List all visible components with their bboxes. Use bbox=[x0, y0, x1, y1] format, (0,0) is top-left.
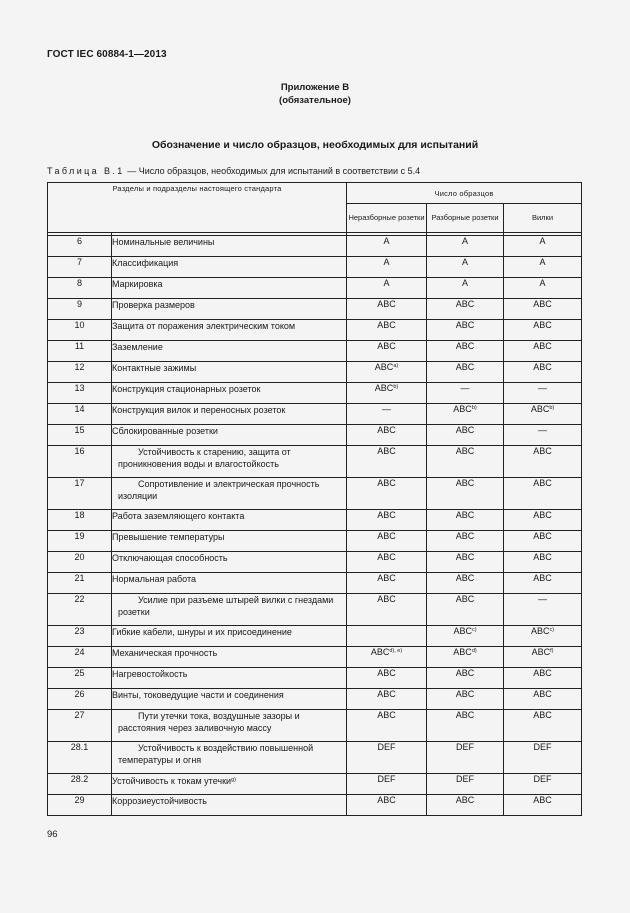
section-number: 9 bbox=[48, 299, 112, 320]
section-name-text: Конструкция стационарных розеток bbox=[112, 384, 261, 394]
value-plugs bbox=[504, 478, 582, 510]
section-name-text: Усилие при разъеме штырей вилки с гнездами розетки bbox=[118, 595, 334, 617]
value-plugs-text: ABC bbox=[533, 710, 552, 720]
value-nonrewireable bbox=[347, 552, 427, 573]
value-rewireable-text: A bbox=[461, 257, 468, 267]
section-name-text: Пути утечки тока, воздушные зазоры и расстояния через заливочную массу bbox=[118, 711, 300, 733]
footnote-ref: b) bbox=[471, 405, 477, 411]
value-rewireable-text: ABC bbox=[455, 552, 475, 562]
table-row bbox=[48, 278, 582, 299]
value-plugs bbox=[504, 236, 582, 257]
value-nonrewireable-text: ABC bbox=[377, 446, 396, 456]
value-rewireable-text: ABC bbox=[453, 626, 472, 636]
value-nonrewireable bbox=[347, 795, 427, 816]
section-name bbox=[112, 552, 347, 573]
footnote-ref: a) bbox=[393, 363, 399, 369]
value-plugs bbox=[504, 320, 582, 341]
section-name bbox=[112, 341, 347, 362]
section-name bbox=[112, 257, 347, 278]
value-rewireable-text: DEF bbox=[456, 742, 474, 752]
value-rewireable-text: ABC bbox=[453, 404, 472, 414]
value-rewireable bbox=[427, 383, 504, 404]
value-nonrewireable-text: ABC bbox=[377, 425, 396, 435]
section-name bbox=[112, 478, 347, 510]
header-plugs: Вилки bbox=[504, 204, 582, 233]
footnote-ref: d) bbox=[471, 648, 477, 654]
value-rewireable bbox=[427, 531, 504, 552]
section-name-text: Устойчивость к старению, защита от проникновения воды и влагостойкость bbox=[118, 447, 291, 469]
value-rewireable bbox=[427, 668, 504, 689]
section-number: 28.2 bbox=[48, 774, 112, 795]
section-name bbox=[112, 710, 347, 742]
value-rewireable-text: ABC bbox=[455, 668, 475, 678]
section-number: 27 bbox=[48, 710, 112, 742]
table-row bbox=[48, 647, 582, 668]
value-nonrewireable-text: ABC bbox=[374, 362, 394, 372]
section-number: 16 bbox=[48, 446, 112, 478]
value-nonrewireable-text: ABC bbox=[377, 552, 396, 562]
section-number: 17 bbox=[48, 478, 112, 510]
value-plugs bbox=[504, 383, 582, 404]
value-nonrewireable-text: ABC bbox=[377, 510, 396, 520]
section-name-text: Механическая прочность bbox=[112, 648, 218, 658]
section-name-text: Заземление bbox=[112, 342, 163, 352]
table-row bbox=[48, 257, 582, 278]
table-body bbox=[48, 236, 582, 816]
section-name-text: Нормальная работа bbox=[112, 574, 196, 584]
value-plugs-text: ABC bbox=[533, 510, 552, 520]
value-plugs-text: — bbox=[538, 594, 548, 604]
table-row bbox=[48, 573, 582, 594]
section-name bbox=[112, 446, 347, 478]
value-plugs-text: ABC bbox=[533, 668, 552, 678]
section-name-text: Конструкция вилок и переносных розеток bbox=[112, 405, 286, 415]
value-plugs bbox=[504, 626, 582, 647]
value-plugs bbox=[504, 425, 582, 446]
value-nonrewireable-text: A bbox=[383, 236, 390, 246]
table-row bbox=[48, 689, 582, 710]
section-name-text: Устойчивость к воздействию повышенной температуры и огня bbox=[118, 743, 314, 765]
value-rewireable-text: A bbox=[461, 278, 468, 288]
value-nonrewireable-text: — bbox=[382, 404, 391, 414]
value-nonrewireable bbox=[347, 531, 427, 552]
section-name bbox=[112, 404, 347, 425]
section-number: 6 bbox=[48, 236, 112, 257]
value-plugs bbox=[504, 742, 582, 774]
value-plugs bbox=[504, 573, 582, 594]
value-nonrewireable-text: ABC bbox=[377, 594, 396, 604]
value-plugs-text: ABC bbox=[533, 573, 552, 583]
value-nonrewireable-text: ABC bbox=[377, 710, 396, 720]
value-plugs-text: — bbox=[538, 383, 548, 393]
value-plugs bbox=[504, 362, 582, 383]
table-row bbox=[48, 510, 582, 531]
value-plugs bbox=[504, 774, 582, 795]
section-name-text: Устойчивость к токам утечки bbox=[112, 776, 232, 786]
value-nonrewireable-text: ABC bbox=[377, 573, 396, 583]
value-plugs-text: ABC bbox=[533, 478, 552, 488]
value-rewireable bbox=[427, 594, 504, 626]
section-number: 14 bbox=[48, 404, 112, 425]
value-plugs-text: ABC bbox=[530, 404, 550, 414]
footnote-ref: b) bbox=[549, 405, 555, 411]
value-rewireable bbox=[427, 689, 504, 710]
value-plugs-text: DEF bbox=[533, 774, 552, 784]
value-rewireable bbox=[427, 795, 504, 816]
value-nonrewireable bbox=[347, 341, 427, 362]
section-name-text: Работа заземляющего контакта bbox=[112, 511, 245, 521]
value-plugs-text: ABC bbox=[530, 626, 550, 636]
value-plugs bbox=[504, 446, 582, 478]
value-plugs bbox=[504, 795, 582, 816]
table-row bbox=[48, 446, 582, 478]
value-rewireable-text: ABC bbox=[455, 425, 475, 435]
value-rewireable-text: ABC bbox=[455, 362, 475, 372]
value-nonrewireable bbox=[347, 668, 427, 689]
value-nonrewireable bbox=[347, 446, 427, 478]
section-number: 12 bbox=[48, 362, 112, 383]
value-plugs bbox=[504, 341, 582, 362]
value-nonrewireable-text: DEF bbox=[377, 774, 396, 784]
value-nonrewireable-text: A bbox=[383, 278, 390, 288]
table-row bbox=[48, 774, 582, 795]
header-nonrewireable-sockets: Неразборные розетки bbox=[347, 204, 427, 233]
section-name bbox=[112, 774, 347, 795]
value-nonrewireable-text: ABC bbox=[377, 341, 396, 351]
value-rewireable bbox=[427, 425, 504, 446]
table-row bbox=[48, 383, 582, 404]
section-name bbox=[112, 362, 347, 383]
section-name bbox=[112, 383, 347, 404]
section-name-text: Проверка размеров bbox=[112, 300, 195, 310]
section-name bbox=[112, 795, 347, 816]
value-plugs bbox=[504, 552, 582, 573]
section-number: 15 bbox=[48, 425, 112, 446]
footnote-ref: g) bbox=[231, 777, 236, 783]
table-row bbox=[48, 552, 582, 573]
section-name-text: Сопротивление и электрическая прочность изоляции bbox=[118, 479, 320, 501]
value-rewireable bbox=[427, 510, 504, 531]
section-number: 21 bbox=[48, 573, 112, 594]
table-caption bbox=[47, 166, 420, 176]
section-name-text: Винты, токоведущие части и соединения bbox=[112, 690, 284, 700]
value-rewireable bbox=[427, 320, 504, 341]
value-plugs-text: ABC bbox=[533, 689, 552, 699]
section-name-text: Номинальные величины bbox=[112, 237, 215, 247]
section-number: 8 bbox=[48, 278, 112, 299]
section-name-text: Защита от поражения электрическим током bbox=[112, 321, 296, 331]
value-nonrewireable bbox=[347, 742, 427, 774]
value-plugs-text: ABC bbox=[533, 320, 552, 330]
value-rewireable bbox=[427, 626, 504, 647]
header-samples-count: Число образцов bbox=[347, 183, 582, 204]
section-name bbox=[112, 531, 347, 552]
annex-title: Приложение В bbox=[280, 82, 350, 93]
section-name bbox=[112, 626, 347, 647]
page-number: 96 bbox=[47, 829, 58, 840]
value-rewireable-text: ABC bbox=[455, 299, 475, 309]
value-plugs-text: A bbox=[539, 257, 546, 267]
section-name bbox=[112, 689, 347, 710]
value-rewireable bbox=[427, 647, 504, 668]
value-plugs-text: DEF bbox=[533, 742, 552, 752]
section-name bbox=[112, 299, 347, 320]
value-rewireable-text: — bbox=[460, 383, 470, 393]
section-name-text: Коррозиеустойчивость bbox=[112, 796, 207, 806]
section-name bbox=[112, 668, 347, 689]
value-rewireable-text: DEF bbox=[456, 774, 474, 784]
value-nonrewireable-text: ABC bbox=[374, 383, 394, 393]
section-number: 7 bbox=[48, 257, 112, 278]
section-name bbox=[112, 647, 347, 668]
section-name-text: Превышение температуры bbox=[112, 532, 225, 542]
value-rewireable bbox=[427, 362, 504, 383]
value-nonrewireable-text: ABC bbox=[377, 668, 396, 678]
value-rewireable bbox=[427, 341, 504, 362]
value-rewireable bbox=[427, 573, 504, 594]
table-row bbox=[48, 341, 582, 362]
value-nonrewireable bbox=[347, 573, 427, 594]
table-caption-text: — Число образцов, необходимых для испытаний в соответствии с 5.4 bbox=[124, 166, 421, 176]
annex-subtitle: (обязательное) bbox=[279, 95, 351, 106]
table-row bbox=[48, 320, 582, 341]
value-nonrewireable bbox=[347, 404, 427, 425]
value-rewireable-text: ABC bbox=[455, 341, 475, 351]
section-number: 20 bbox=[48, 552, 112, 573]
value-rewireable-text: ABC bbox=[455, 689, 475, 699]
value-nonrewireable-text: ABC bbox=[370, 647, 390, 657]
section-number: 24 bbox=[48, 647, 112, 668]
value-plugs bbox=[504, 531, 582, 552]
value-plugs-text: ABC bbox=[533, 531, 552, 541]
table-row bbox=[48, 594, 582, 626]
value-nonrewireable bbox=[347, 510, 427, 531]
value-nonrewireable bbox=[347, 689, 427, 710]
value-rewireable bbox=[427, 774, 504, 795]
value-plugs bbox=[504, 404, 582, 425]
value-rewireable-text: ABC bbox=[455, 710, 475, 720]
value-plugs-text: ABC bbox=[533, 795, 552, 805]
section-number: 11 bbox=[48, 341, 112, 362]
value-plugs bbox=[504, 257, 582, 278]
value-rewireable bbox=[427, 552, 504, 573]
value-plugs-text: ABC bbox=[533, 552, 552, 562]
value-plugs bbox=[504, 647, 582, 668]
value-rewireable-text: ABC bbox=[455, 573, 475, 583]
footnote-ref: b) bbox=[393, 384, 399, 390]
value-nonrewireable bbox=[347, 299, 427, 320]
value-rewireable-text: ABC bbox=[455, 594, 475, 604]
value-nonrewireable-text: ABC bbox=[377, 795, 396, 805]
section-name-text: Отключающая способность bbox=[112, 553, 228, 563]
table-row bbox=[48, 236, 582, 257]
value-nonrewireable bbox=[347, 774, 427, 795]
value-rewireable bbox=[427, 710, 504, 742]
section-name bbox=[112, 594, 347, 626]
section-number: 28.1 bbox=[48, 742, 112, 774]
value-plugs bbox=[504, 668, 582, 689]
section-number: 13 bbox=[48, 383, 112, 404]
section-name-text: Сблокированные розетки bbox=[112, 426, 218, 436]
section-number: 18 bbox=[48, 510, 112, 531]
table-row bbox=[48, 531, 582, 552]
table-row bbox=[48, 795, 582, 816]
value-plugs-text: ABC bbox=[531, 647, 551, 657]
section-name-text: Гибкие кабели, шнуры и их присоединение bbox=[112, 627, 292, 637]
value-rewireable-text: ABC bbox=[455, 510, 475, 520]
footnote-ref: c) bbox=[549, 627, 555, 633]
value-nonrewireable bbox=[347, 362, 427, 383]
value-rewireable bbox=[427, 404, 504, 425]
value-nonrewireable-text: ABC bbox=[377, 689, 396, 699]
table-caption-label: Таблица В.1 bbox=[47, 166, 125, 176]
value-rewireable-text: ABC bbox=[455, 446, 475, 456]
section-name-text: Контактные зажимы bbox=[112, 363, 197, 373]
value-rewireable-text: ABC bbox=[455, 531, 475, 541]
section-name bbox=[112, 573, 347, 594]
value-rewireable bbox=[427, 742, 504, 774]
value-plugs bbox=[504, 710, 582, 742]
value-plugs-text: ABC bbox=[533, 362, 552, 372]
value-nonrewireable bbox=[347, 383, 427, 404]
value-plugs-text: — bbox=[538, 425, 548, 435]
value-rewireable-text: ABC bbox=[453, 647, 472, 657]
value-plugs-text: ABC bbox=[533, 299, 552, 309]
value-rewireable-text: ABC bbox=[455, 320, 475, 330]
section-name bbox=[112, 236, 347, 257]
value-plugs-text: A bbox=[539, 236, 546, 246]
section-number: 23 bbox=[48, 626, 112, 647]
header-rewireable-sockets: Разборные розетки bbox=[427, 204, 504, 233]
section-number: 10 bbox=[48, 320, 112, 341]
value-nonrewireable bbox=[347, 320, 427, 341]
value-plugs bbox=[504, 689, 582, 710]
value-plugs-text: ABC bbox=[533, 446, 552, 456]
table-row bbox=[48, 299, 582, 320]
value-nonrewireable bbox=[347, 710, 427, 742]
value-rewireable bbox=[427, 278, 504, 299]
value-plugs-text: ABC bbox=[533, 341, 552, 351]
value-plugs bbox=[504, 299, 582, 320]
value-nonrewireable bbox=[347, 425, 427, 446]
table-row bbox=[48, 742, 582, 774]
value-rewireable-text: ABC bbox=[455, 478, 475, 488]
table-row bbox=[48, 478, 582, 510]
value-plugs bbox=[504, 278, 582, 299]
section-name-text: Нагревостойкость bbox=[112, 669, 188, 679]
section-number: 19 bbox=[48, 531, 112, 552]
value-nonrewireable bbox=[347, 647, 427, 668]
value-nonrewireable-text: ABC bbox=[377, 320, 396, 330]
value-plugs bbox=[504, 594, 582, 626]
value-rewireable-text: A bbox=[461, 236, 468, 246]
value-nonrewireable bbox=[347, 257, 427, 278]
section-name bbox=[112, 510, 347, 531]
section-name bbox=[112, 742, 347, 774]
samples-table bbox=[47, 182, 582, 816]
value-nonrewireable-text: DEF bbox=[377, 742, 396, 752]
value-nonrewireable-text: A bbox=[383, 257, 390, 267]
value-rewireable bbox=[427, 236, 504, 257]
footnote-ref: c) bbox=[471, 627, 477, 633]
table-row bbox=[48, 668, 582, 689]
section-number: 26 bbox=[48, 689, 112, 710]
footnote-ref: f) bbox=[550, 648, 554, 654]
section-name-text: Маркировка bbox=[112, 279, 163, 289]
value-nonrewireable bbox=[347, 278, 427, 299]
value-rewireable bbox=[427, 446, 504, 478]
table-row bbox=[48, 362, 582, 383]
section-name bbox=[112, 278, 347, 299]
table-row bbox=[48, 710, 582, 742]
table-row bbox=[48, 404, 582, 425]
table-row bbox=[48, 626, 582, 647]
section-name bbox=[112, 320, 347, 341]
section-name-text: Классификация bbox=[112, 258, 179, 268]
value-nonrewireable-text: ABC bbox=[377, 531, 396, 541]
value-rewireable-text: ABC bbox=[455, 795, 475, 805]
value-plugs-text: A bbox=[539, 278, 546, 288]
footnote-ref: d), e) bbox=[389, 648, 403, 654]
section-number: 25 bbox=[48, 668, 112, 689]
section-name bbox=[112, 425, 347, 446]
value-rewireable bbox=[427, 478, 504, 510]
section-number: 29 bbox=[48, 795, 112, 816]
section-number: 22 bbox=[48, 594, 112, 626]
value-nonrewireable-text: ABC bbox=[377, 478, 396, 488]
value-nonrewireable bbox=[347, 594, 427, 626]
value-rewireable bbox=[427, 257, 504, 278]
value-nonrewireable-text: ABC bbox=[377, 299, 396, 309]
value-nonrewireable bbox=[347, 236, 427, 257]
value-nonrewireable bbox=[347, 478, 427, 510]
document-code: ГОСТ IEC 60884-1—2013 bbox=[47, 49, 167, 60]
value-rewireable bbox=[427, 299, 504, 320]
value-plugs bbox=[504, 510, 582, 531]
header-sections: Разделы и подразделы настоящего стандарта bbox=[48, 183, 347, 233]
table-row bbox=[48, 425, 582, 446]
value-nonrewireable bbox=[347, 626, 427, 647]
section-title: Обозначение и число образцов, необходимых для испытаний bbox=[151, 139, 479, 151]
